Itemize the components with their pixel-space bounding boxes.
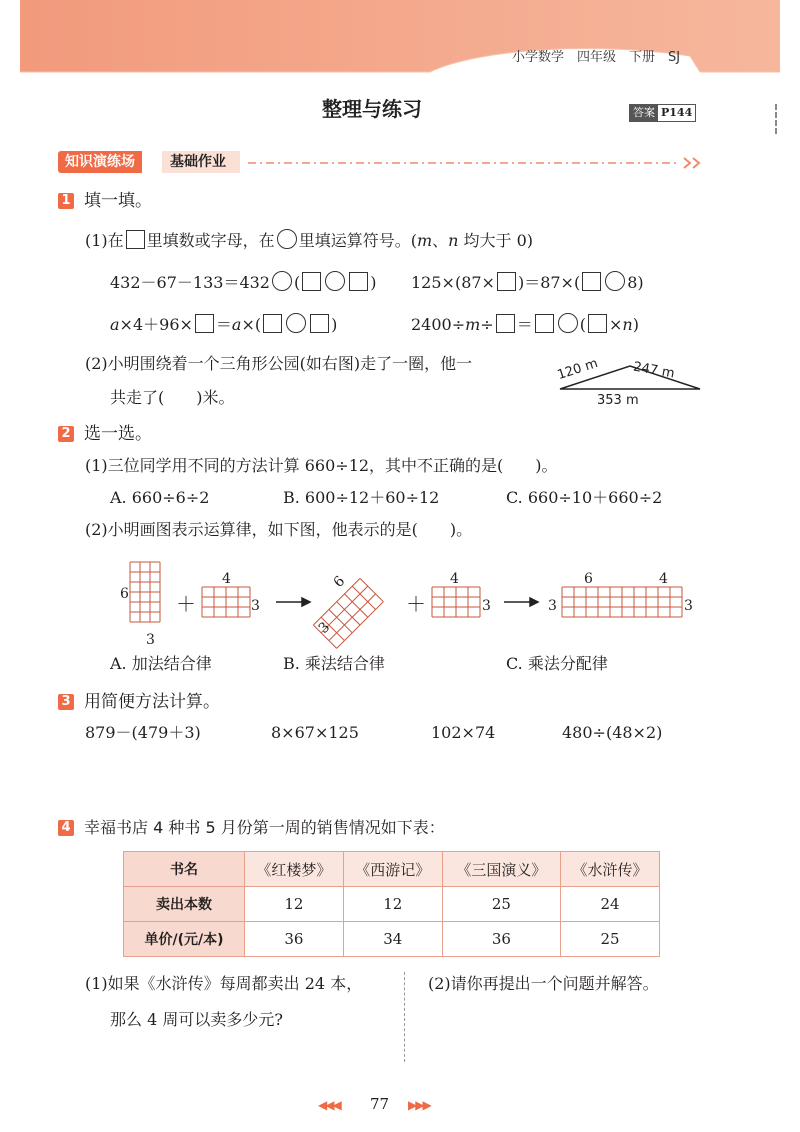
grid5-label-a: 6: [584, 571, 593, 587]
triangle-label-a: 120 m: [555, 355, 600, 384]
table-row-label: 卖出本数: [124, 887, 245, 922]
table-row-label: 单价/(元/本): [124, 922, 245, 957]
breadcrumb: 小学数学 四年级 下册 SJ: [512, 50, 681, 65]
page-number: 77: [370, 1095, 390, 1113]
q1-part1-mid: 里填数或字母，在: [146, 231, 275, 250]
blank-circle-icon: [286, 313, 306, 333]
q3-expr-1: 879－(479＋3): [85, 723, 201, 742]
q1-part1-end: 均大于 0): [458, 231, 534, 250]
section-banner: [58, 151, 254, 173]
section-tag-1: 知识演练场: [58, 151, 142, 173]
grid3-label-a: 6: [330, 573, 349, 591]
grid4-height-label: 3: [482, 598, 491, 614]
table-header-cell: 《三国演义》: [442, 852, 560, 887]
var-n: n: [448, 231, 459, 250]
answer-label: 答案: [630, 105, 658, 121]
question-number-3: 3: [58, 694, 74, 710]
eq4-h: ): [632, 315, 639, 334]
grid-3x4-second: [432, 587, 480, 617]
blank-box-icon: [310, 314, 329, 333]
grid2-width-label: 4: [222, 571, 231, 587]
equation-3: [110, 313, 337, 335]
q1-part2-line1: (2)小明围绕着一个三角形公园(如右图)走了一圈，他一: [85, 354, 473, 373]
blank-box-icon: [126, 230, 145, 249]
q4-sub1-line2: 那么 4 周可以卖多少元?: [110, 1010, 283, 1029]
banner-dashes: [248, 156, 703, 170]
blank-box-icon: [496, 314, 515, 333]
equation-4: [411, 313, 639, 335]
answer-page: P144: [661, 106, 693, 119]
grid-rotated: [313, 578, 383, 648]
q2-p2-option-b: B. 乘法结合律: [283, 654, 385, 673]
blank-box-icon: [302, 272, 321, 291]
page-title: 整理与练习: [322, 97, 422, 121]
blank-box-icon: [588, 314, 607, 333]
eq3-c: ＝: [215, 315, 232, 334]
question-number-4: 4: [58, 820, 74, 836]
q1-sep: 、: [432, 231, 449, 250]
grid-3x4: [202, 587, 250, 617]
q3-expr-4: 480÷(48×2): [562, 723, 663, 742]
triangle-label-c: 353 m: [597, 393, 639, 408]
var-m: m: [416, 231, 433, 250]
eq3-e: ×(: [241, 315, 262, 334]
q3-expr-2: 8×67×125: [271, 723, 359, 742]
blank-circle-icon: [277, 229, 297, 249]
table-cell: 12: [343, 887, 442, 922]
blank-circle-icon: [605, 271, 625, 291]
q2-p1-option-b: B. 600÷12＋60÷12: [283, 488, 440, 507]
triangle-label-b: 247 m: [632, 359, 676, 382]
table-cell: 36: [442, 922, 560, 957]
sales-table: [123, 851, 660, 957]
section-tag-2: 基础作业: [162, 151, 240, 173]
grid3-label-b: 3: [315, 619, 334, 637]
blank-box-icon: [582, 272, 601, 291]
arrow-right-icon: [504, 598, 538, 606]
plus-sign-1: ＋: [176, 592, 196, 616]
grid5-height-label: 3: [548, 598, 557, 614]
column-divider: [404, 972, 405, 1062]
next-page-arrows-icon: ▶▶▶: [408, 1098, 430, 1112]
eq4-b: m: [465, 315, 481, 334]
grid5-label-b: 4: [659, 571, 668, 587]
q2-p2-option-a: A. 加法结合律: [110, 654, 212, 673]
q2-p2-option-c: C. 乘法分配律: [506, 654, 608, 673]
q1-part2-line2: 共走了( )米。: [110, 388, 235, 407]
eq4-e: (: [579, 315, 586, 334]
eq4-f: ×: [608, 315, 623, 334]
plus-sign-2: ＋: [406, 592, 426, 616]
equation-2: [411, 271, 644, 293]
table-cell: 25: [442, 887, 560, 922]
eq2-c: 8): [627, 273, 644, 292]
eq3-a: a: [110, 315, 120, 334]
table-cell: 36: [245, 922, 344, 957]
table-header-row: [124, 852, 660, 887]
table-header-cell: 《水浒传》: [561, 852, 660, 887]
grid5-right-label: 3: [684, 598, 693, 614]
q2-part1: (1)三位同学用不同的方法计算 660÷12，其中不正确的是( )。: [85, 456, 558, 475]
grid2-height-label: 3: [251, 598, 260, 614]
question-4-title: 幸福书店 4 种书 5 月份第一周的销售情况如下表：: [84, 818, 445, 837]
q3-expr-3: 102×74: [431, 723, 496, 742]
blank-circle-icon: [272, 271, 292, 291]
eq2-b: )＝87×(: [517, 273, 581, 292]
equation-1: [110, 271, 376, 293]
blank-box-icon: [497, 272, 516, 291]
question-2-title: 选一选。: [84, 424, 152, 444]
table-cell: 24: [561, 887, 660, 922]
grid4-width-label: 4: [450, 571, 459, 587]
q4-sub1-line1: (1)如果《水浒传》每周都卖出 24 本，: [85, 974, 363, 993]
eq3-f: ): [331, 315, 338, 334]
blank-circle-icon: [558, 313, 578, 333]
arrow-right-icon: [276, 598, 310, 606]
grid1-width-label: 3: [146, 632, 155, 648]
q1-part1-pre: (1)在: [85, 231, 124, 250]
question-3-title: 用简便方法计算。: [84, 692, 220, 712]
eq2-a: 125×(87×: [411, 273, 495, 292]
prev-page-arrows-icon: ◀◀◀: [318, 1098, 340, 1112]
blank-box-icon: [195, 314, 214, 333]
q4-sub2: (2)请你再提出一个问题并解答。: [428, 974, 659, 993]
table-cell: 34: [343, 922, 442, 957]
eq4-a: 2400÷: [411, 315, 466, 334]
answer-ref: [629, 104, 696, 122]
question-1-title: 填一填。: [84, 191, 152, 211]
question-number-2: 2: [58, 426, 74, 442]
eq3-d: a: [231, 315, 242, 334]
q2-part2: (2)小明画图表示运算律，如下图，他表示的是( )。: [85, 520, 473, 539]
grid-6x3: [130, 562, 160, 622]
q1-part1-post: 里填运算符号。(: [298, 231, 417, 250]
q2-p1-option-a: A. 660÷6÷2: [110, 488, 210, 507]
eq4-g: n: [622, 315, 633, 334]
question-number-1: 1: [58, 193, 74, 209]
eq1-c: ): [370, 273, 377, 292]
eq1-b: (: [293, 273, 301, 292]
blank-circle-icon: [325, 271, 345, 291]
q1-part1: [85, 229, 533, 251]
q2-p1-option-c: C. 660÷10＋660÷2: [506, 488, 663, 507]
blank-box-icon: [263, 314, 282, 333]
table-cell: 25: [561, 922, 660, 957]
blank-box-icon: [349, 272, 368, 291]
eq4-d: ＝: [516, 315, 533, 334]
eq3-b: ×4＋96×: [119, 315, 193, 334]
eq1-a: 432－67－133＝432: [110, 273, 270, 292]
eq4-c: ÷: [480, 315, 494, 334]
table-row: [124, 887, 660, 922]
grid-3x10: [562, 587, 682, 617]
table-header-cell: 《西游记》: [343, 852, 442, 887]
table-header-cell: 书名: [124, 852, 245, 887]
table-header-cell: 《红楼梦》: [245, 852, 344, 887]
header-band: [0, 0, 800, 80]
page-edge-marks: [775, 104, 779, 134]
grid1-height-label: 6: [120, 586, 129, 602]
table-cell: 12: [245, 887, 344, 922]
blank-box-icon: [535, 314, 554, 333]
table-row: [124, 922, 660, 957]
